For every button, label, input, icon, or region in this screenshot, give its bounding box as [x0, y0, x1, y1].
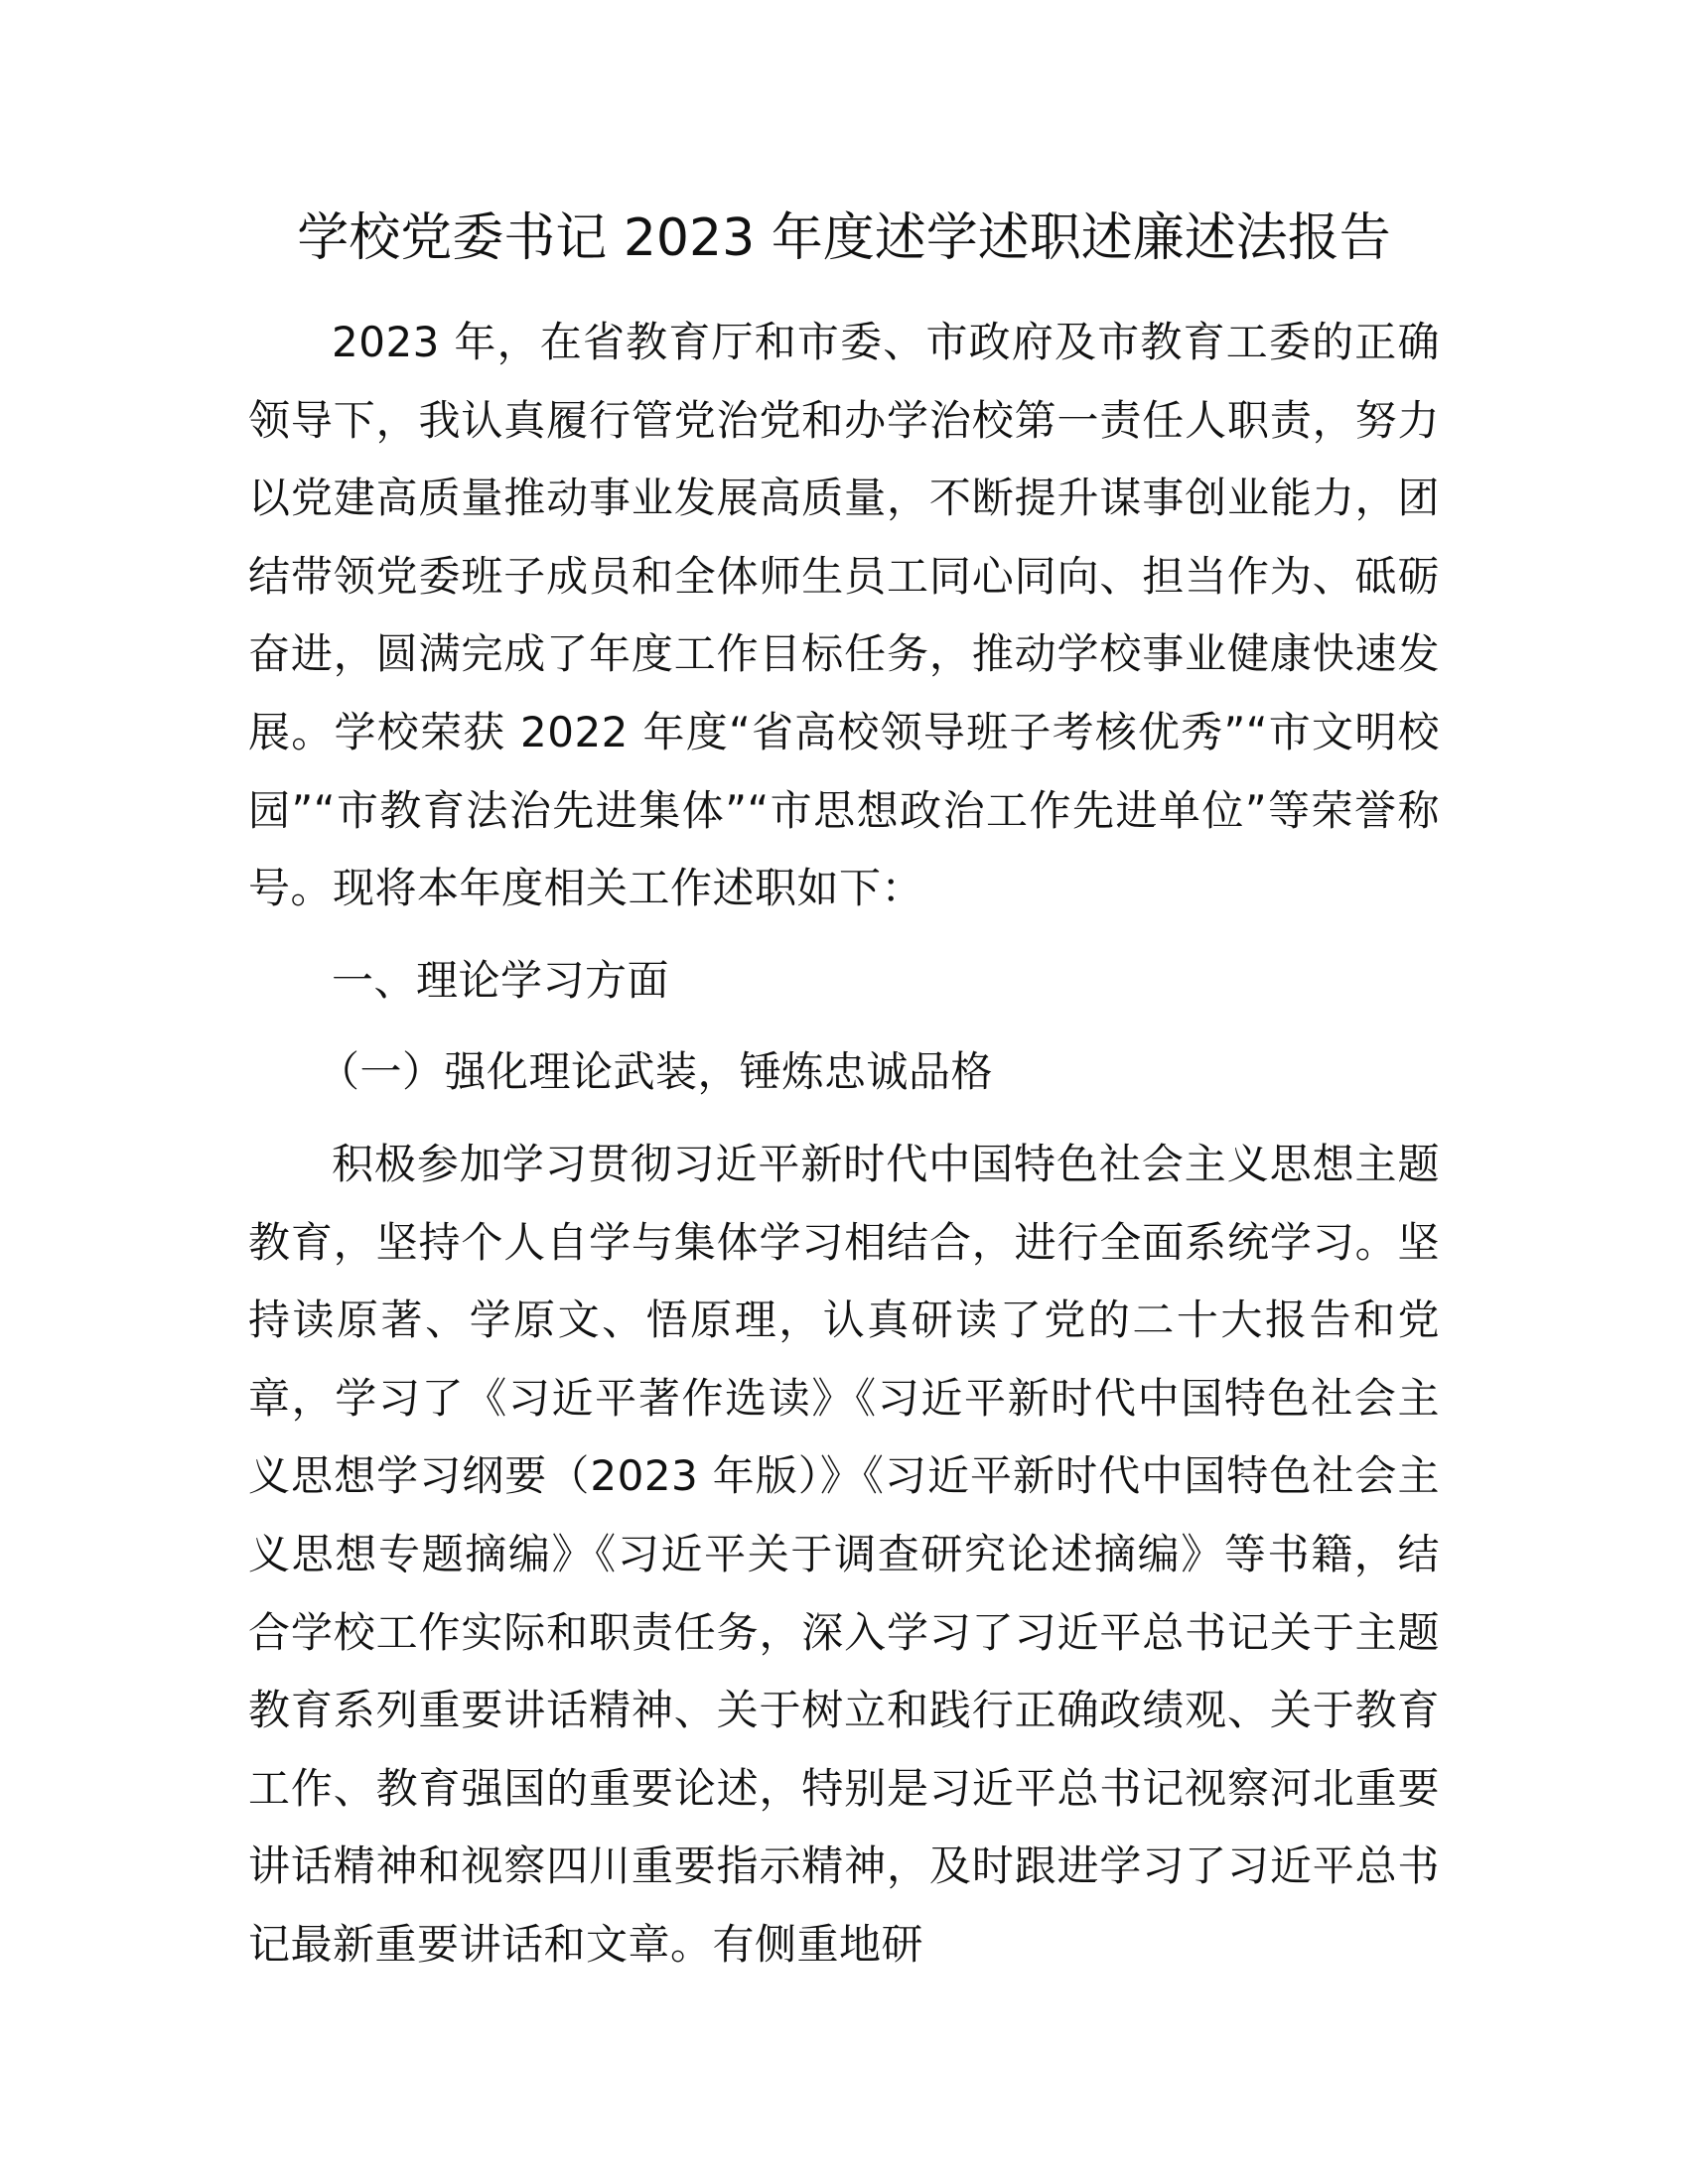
intro-paragraph: 2023 年，在省教育厅和市委、市政府及市教育工委的正确领导下，我认真履行管党治党和办学治校第一责任人职责，努力以党建高质量推动事业发展高质量，不断提升谋事创业能力，团结带领党委班子成员和全体师生员工同心同向、担当作为、砥砺奋进，圆满完成了年度工作目标任务，推动学校事业健康快速发展。学校荣获 2022 年度“省高校领导班子考核优秀”“市文明校园”“市教育法治先进集体”“市思想政治工作先进单位”等荣誉称号。现将本年度相关工作述职如下：	[248, 318, 1440, 913]
section-heading: 一、理论学习方面	[332, 955, 670, 1005]
document-body	[248, 304, 1440, 1983]
body-paragraph: 积极参加学习贯彻习近平新时代中国特色社会主义思想主题教育，坚持个人自学与集体学习相结合，进行全面系统学习。坚持读原著、学原文、悟原理，认真研读了党的二十大报告和党章，学习了《习近平著作选读》《习近平新时代中国特色社会主义思想学习纲要（2023 年版）》《习近平新时代中国特色社会主义思想专题摘编》《习近平关于调查研究论述摘编》等书籍，结合学校工作实际和职责任务，深入学习了习近平总书记关于主题教育系列重要讲话精神、关于树立和践行正确政绩观、关于教育工作、教育强国的重要论述，特别是习近平总书记视察河北重要讲话精神和视察四川重要指示精神，及时跟进学习了习近平总书记最新重要讲话和文章。有侧重地研	[248, 1139, 1440, 1969]
document-title: 学校党委书记 2023 年度述学述职述廉述法报告	[297, 208, 1391, 268]
subsection-heading: （一）强化理论武装，锤炼忠诚品格	[318, 1047, 994, 1097]
